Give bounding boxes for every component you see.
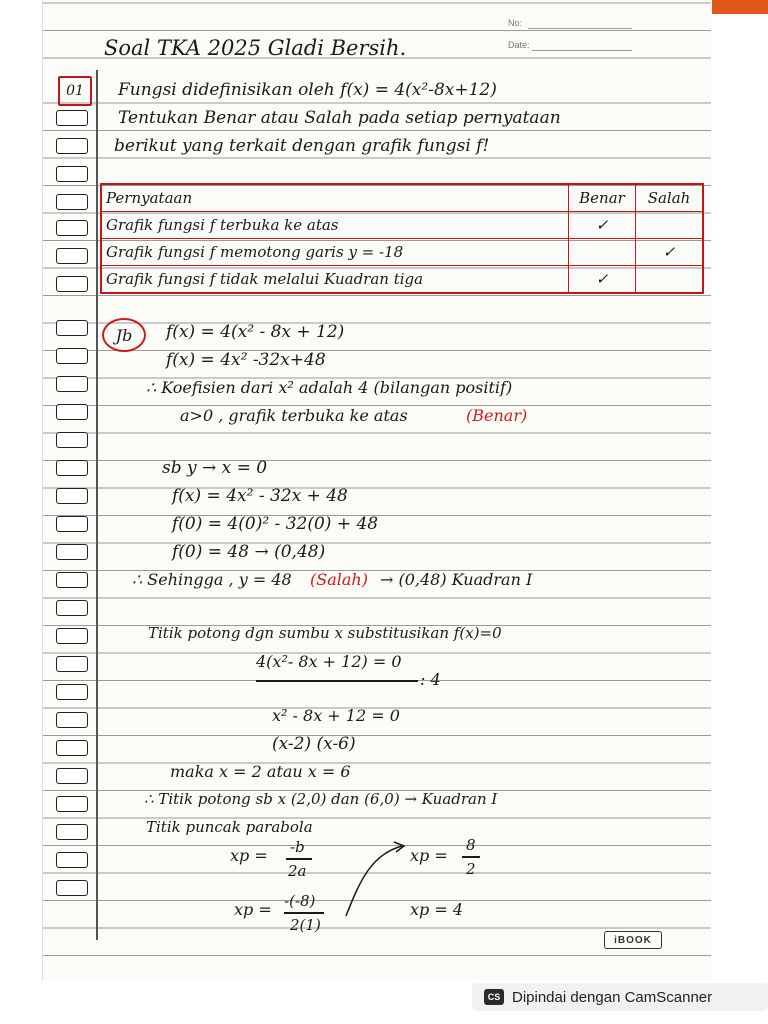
date-label: Date: (508, 40, 530, 50)
binder-hole (56, 220, 88, 236)
binder-hole (56, 460, 88, 476)
solution-line: f(x) = 4x² -32x+48 (166, 350, 326, 370)
binder-hole (56, 110, 88, 126)
statement-cell: Grafik fungsi f memotong garis y = -18 (101, 239, 569, 266)
binder-hole (56, 516, 88, 532)
binder-hole (56, 348, 88, 364)
xp-numerator: 8 (466, 836, 476, 854)
solution-line: ∴ Titik potong sb x (2,0) dan (6,0) → Kuadran I (144, 790, 498, 808)
brand-stamp: iBOOK (604, 931, 662, 949)
table-row (101, 212, 703, 239)
question-number: 01 (58, 76, 92, 106)
binder-hole (56, 740, 88, 756)
xp-numerator: -(-8) (284, 892, 316, 910)
divide-note: : 4 (420, 670, 441, 689)
xp-lhs: xp = (234, 900, 272, 919)
binder-hole (56, 600, 88, 616)
salah-check: ✓ (636, 239, 704, 266)
xp-lhs: xp = (230, 846, 268, 865)
binder-hole (56, 572, 88, 588)
binder-hole (56, 768, 88, 784)
solution-line: maka x = 2 atau x = 6 (170, 762, 351, 781)
camscanner-logo-icon: CS (484, 989, 504, 1005)
xp-denominator: 2a (288, 862, 307, 880)
solution-line: (x-2) (x-6) (272, 734, 356, 754)
statement-table (100, 183, 704, 294)
date-line (532, 50, 632, 51)
binder-hole (56, 824, 88, 840)
table-row (101, 239, 703, 266)
solution-line: → (0,48) Kuadran I (380, 570, 533, 589)
binder-hole (56, 138, 88, 154)
binder-hole (56, 684, 88, 700)
fraction-bar (286, 858, 312, 860)
benar-check (569, 239, 636, 266)
solution-line: f(0) = 4(0)² - 32(0) + 48 (172, 514, 379, 534)
binder-hole (56, 544, 88, 560)
binder-hole (56, 194, 88, 210)
question-line: Fungsi didefinisikan oleh f(x) = 4(x²-8x+12) (118, 80, 497, 100)
binder-hole (56, 852, 88, 868)
xp-denominator: 2 (466, 860, 476, 878)
benar-check: ✓ (569, 212, 636, 239)
binder-hole (56, 320, 88, 336)
solution-line: f(x) = 4x² - 32x + 48 (172, 486, 348, 506)
xp-denominator: 2(1) (290, 916, 321, 934)
binder-hole (56, 248, 88, 264)
solution-line: x² - 8x + 12 = 0 (272, 706, 400, 725)
answer-label: Jb (102, 318, 146, 352)
header-benar: Benar (569, 184, 636, 212)
binder-hole (56, 712, 88, 728)
table-row (101, 266, 703, 294)
solution-line: ∴ Sehingga , y = 48 (132, 570, 292, 589)
binder-hole (56, 166, 88, 182)
solution-line: sb y → x = 0 (162, 458, 268, 478)
divide-line (256, 680, 418, 682)
header-pernyataan: Pernyataan (101, 184, 569, 212)
solution-line: f(0) = 48 → (0,48) (172, 542, 326, 562)
xp-lhs: xp = (410, 846, 448, 865)
binder-hole (56, 796, 88, 812)
xp-result: xp = 4 (410, 900, 464, 919)
camscanner-watermark (472, 983, 768, 1011)
binder-hole (56, 276, 88, 292)
binder-hole (56, 404, 88, 420)
salah-verdict: (Salah) (310, 570, 368, 589)
no-line (528, 28, 632, 29)
binder-hole (56, 880, 88, 896)
orange-corner (712, 0, 768, 14)
salah-check (636, 212, 704, 239)
xp-numerator: -b (290, 838, 305, 856)
benar-check: ✓ (569, 266, 636, 294)
solution-line: a>0 , grafik terbuka ke atas (180, 406, 408, 425)
salah-check (636, 266, 704, 294)
solution-line: Titik puncak parabola (146, 818, 313, 836)
benar-verdict: (Benar) (466, 406, 528, 425)
binder-hole (56, 628, 88, 644)
binder-hole (56, 656, 88, 672)
header-salah: Salah (636, 184, 704, 212)
statement-cell: Grafik fungsi f tidak melalui Kuadran tiga (101, 266, 569, 294)
solution-line: 4(x²- 8x + 12) = 0 (256, 652, 402, 671)
solution-line: Titik potong dgn sumbu x substitusikan f(x)=0 (148, 624, 502, 642)
question-line: berikut yang terkait dengan grafik fungsi f! (114, 136, 490, 156)
page-title: Soal TKA 2025 Gladi Bersih. (104, 36, 407, 60)
solution-line: ∴ Koefisien dari x² adalah 4 (bilangan positif) (146, 378, 513, 397)
question-line: Tentukan Benar atau Salah pada setiap pernyataan (118, 108, 561, 128)
table-header-row (101, 184, 703, 212)
no-label: No: (508, 18, 523, 28)
solution-line: f(x) = 4(x² - 8x + 12) (166, 322, 345, 342)
margin-line (96, 70, 98, 940)
fraction-bar (462, 856, 480, 858)
arrow-icon (342, 840, 412, 920)
statement-cell: Grafik fungsi f terbuka ke atas (101, 212, 569, 239)
binder-hole (56, 488, 88, 504)
binder-hole (56, 432, 88, 448)
fraction-bar (284, 912, 324, 914)
camscanner-text: Dipindai dengan CamScanner (512, 988, 713, 1006)
binder-hole (56, 376, 88, 392)
